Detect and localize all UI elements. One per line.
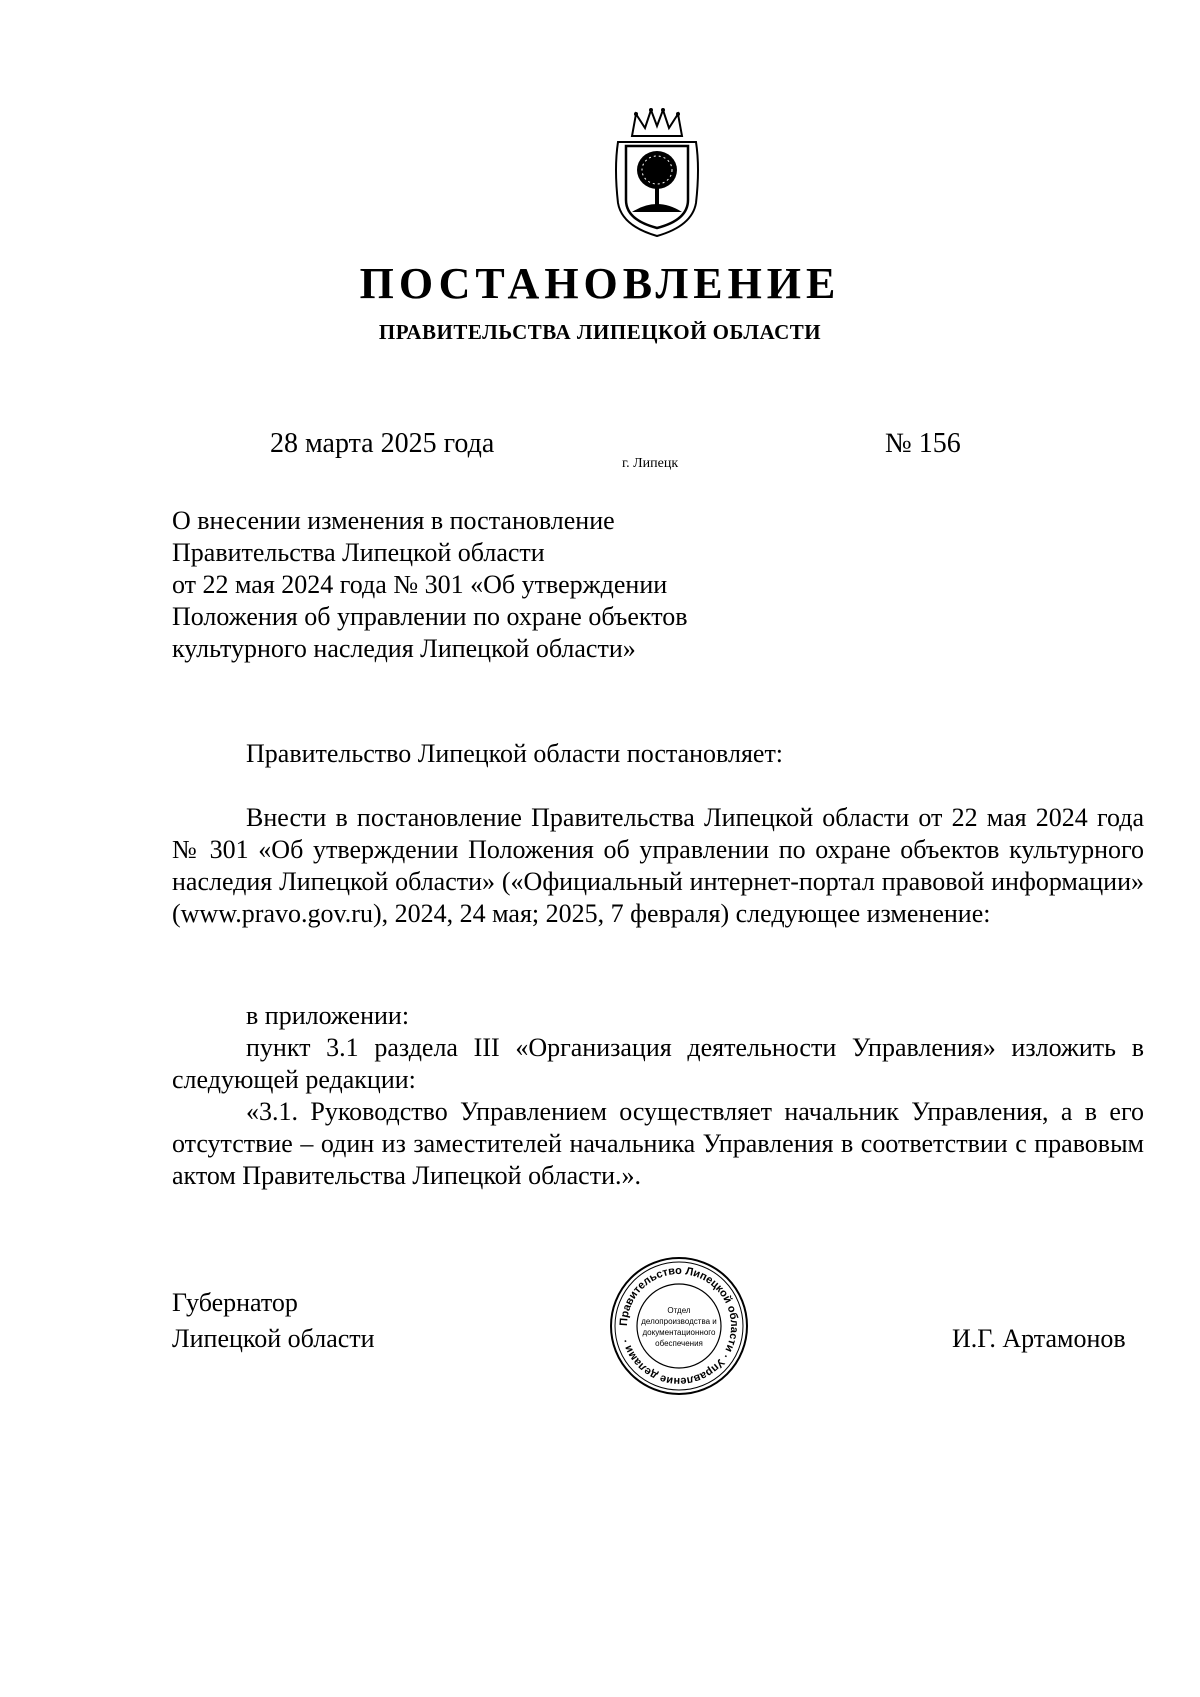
clause-paragraph: пункт 3.1 раздела III «Организация деятельности Управления» изложить в следующей редакции:: [172, 1033, 1144, 1094]
official-stamp-icon: [608, 1255, 750, 1397]
stamp-center-line: документационного: [642, 1328, 716, 1337]
document-date: 28 марта 2025 года: [270, 428, 495, 459]
signatory-name: И.Г. Артамонов: [952, 1324, 1126, 1353]
stamp-center-line: делопроизводства и: [641, 1317, 717, 1326]
signatory-position: [172, 1285, 375, 1357]
caption-line: Положения об управлении по охране объектов: [172, 602, 688, 631]
preamble-paragraph: Правительство Липецкой области постановляет:: [246, 739, 784, 768]
document-subtitle: ПРАВИТЕЛЬСТВА ЛИПЕЦКОЙ ОБЛАСТИ: [378, 320, 822, 344]
stamp-center-line: Отдел: [667, 1306, 691, 1315]
position-line: Губернатор: [172, 1288, 298, 1317]
caption-line: от 22 мая 2024 года № 301 «Об утверждении: [172, 570, 668, 599]
document-number: № 156: [885, 428, 961, 459]
appendix-paragraph: в приложении:: [246, 1001, 410, 1030]
stamp-ring-text: Правительство Липецкой области · Управление делами ·: [617, 1264, 741, 1388]
stamp-center-line: обеспечения: [655, 1339, 703, 1348]
new-text-paragraph: «3.1. Руководство Управлением осуществляет начальник Управления, а в его отсутствие – один из заместителей начальника Управления в соответствии с правовым актом Правительства Липецкой области.».: [172, 1097, 1144, 1190]
coat-of-arms-icon: [612, 108, 702, 238]
caption-line: культурного наследия Липецкой области»: [172, 634, 636, 663]
amendment-paragraph: Внести в постановление Правительства Липецкой области от 22 мая 2024 года № 301 «Об утверждении Положения об управлении по охране объектов культурного наследия Липецкой области» («Официальный интернет-портал правовой информации» (www.pravo.gov.ru), 2024, 24 мая; 2025, 7 февраля) следующее изменение:: [172, 803, 1144, 928]
position-line: Липецкой области: [172, 1324, 375, 1353]
svg-text:Правительство Липецкой области: [618, 1265, 740, 1387]
document-caption: [172, 505, 792, 665]
caption-line: О внесении изменения в постановление: [172, 506, 615, 535]
document-title: ПОСТАНОВЛЕНИЕ: [359, 259, 841, 308]
document-city: г. Липецк: [622, 456, 679, 471]
caption-line: Правительства Липецкой области: [172, 538, 545, 567]
